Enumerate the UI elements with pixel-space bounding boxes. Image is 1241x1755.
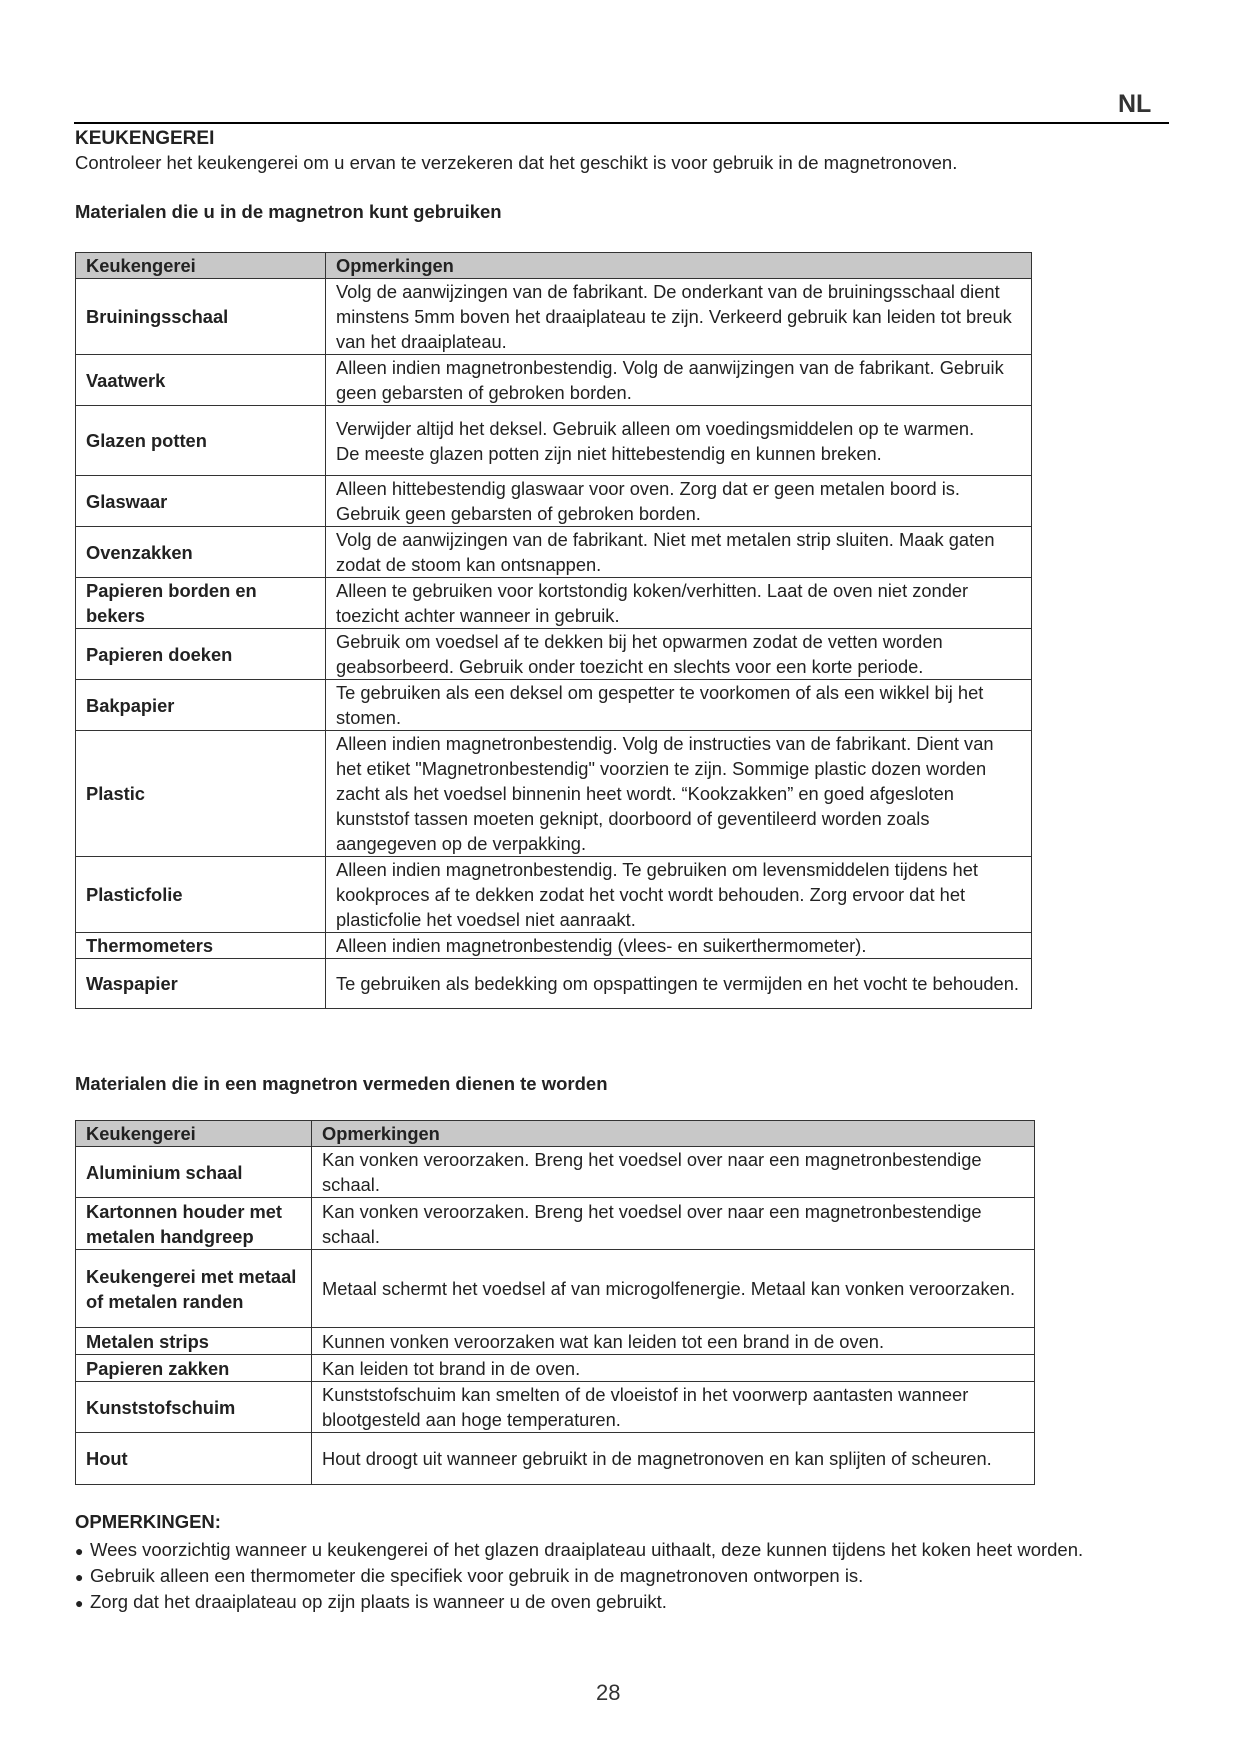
table-row (76, 629, 1032, 680)
table-row (76, 578, 1032, 629)
bullet-icon: ● (75, 1569, 84, 1585)
language-label: NL (1118, 90, 1152, 118)
table-row (76, 731, 1032, 857)
avoid-materials-title: Materialen die in een magnetron vermeden dienen te worden (75, 1073, 608, 1094)
utensil-name: Hout (76, 1433, 312, 1485)
utensil-name: Ovenzakken (76, 527, 326, 578)
utensil-name: Kunststofschuim (76, 1382, 312, 1433)
table-row (76, 680, 1032, 731)
utensil-remark: Hout droogt uit wanneer gebruikt in de magnetronoven en kan splijten of scheuren. (312, 1433, 1035, 1485)
utensil-name: Plastic (76, 731, 326, 857)
utensil-remark: Te gebruiken als een deksel om gespetter te voorkomen of als een wikkel bij het stomen. (326, 680, 1032, 731)
utensil-remark: Verwijder altijd het deksel. Gebruik alleen om voedingsmiddelen op te warmen. De meeste glazen potten zijn niet hittebestendig en kunnen breken. (326, 406, 1032, 476)
table-row (76, 527, 1032, 578)
table-row (76, 406, 1032, 476)
table-row (76, 279, 1032, 355)
note-text: Zorg dat het draaiplateau op zijn plaats is wanneer u de oven gebruikt. (90, 1591, 667, 1612)
utensil-name: Plasticfolie (76, 857, 326, 933)
note-text: Gebruik alleen een thermometer die specifiek voor gebruik in de magnetronoven ontworpen is. (90, 1565, 864, 1586)
table-row (76, 1328, 1035, 1355)
table-row (76, 1355, 1035, 1382)
utensil-name: Bakpapier (76, 680, 326, 731)
utensil-name: Papieren doeken (76, 629, 326, 680)
notes-list (75, 1537, 1083, 1615)
utensil-name: Bruiningsschaal (76, 279, 326, 355)
table-row (76, 1433, 1035, 1485)
utensil-name: Keukengerei met metaal of metalen randen (76, 1250, 312, 1328)
utensil-name: Vaatwerk (76, 355, 326, 406)
page-number: 28 (596, 1680, 621, 1705)
utensil-remark: Kan vonken veroorzaken. Breng het voedsel over naar een magnetronbestendige schaal. (312, 1198, 1035, 1250)
allowed-materials-table (75, 252, 1032, 1009)
table-row (76, 933, 1032, 959)
utensil-remark: Kan leiden tot brand in de oven. (312, 1355, 1035, 1382)
utensil-remark: Alleen indien magnetronbestendig. Te gebruiken om levensmiddelen tijdens het kookproces af te dekken zodat het vocht wordt behouden. Zorg ervoor dat het plasticfolie het voedsel niet aanraakt. (326, 857, 1032, 933)
avoid-materials-table (75, 1120, 1035, 1485)
bullet-icon: ● (75, 1595, 84, 1611)
section-title: KEUKENGEREI (75, 128, 215, 149)
column-header-utensil: Keukengerei (76, 253, 326, 279)
bullet-icon: ● (75, 1543, 84, 1559)
utensil-remark: Volg de aanwijzingen van de fabrikant. Niet met metalen strip sluiten. Maak gaten zodat de stoom kan ontsnappen. (326, 527, 1032, 578)
utensil-remark: Alleen indien magnetronbestendig (vlees- en suikerthermometer). (326, 933, 1032, 959)
list-item (75, 1563, 1083, 1589)
utensil-name: Kartonnen houder met metalen handgreep (76, 1198, 312, 1250)
utensil-name: Aluminium schaal (76, 1147, 312, 1198)
column-header-utensil: Keukengerei (76, 1121, 312, 1147)
utensil-name: Glazen potten (76, 406, 326, 476)
table-row (76, 857, 1032, 933)
utensil-remark: Alleen indien magnetronbestendig. Volg de instructies van de fabrikant. Dient van het etiket "Magnetronbestendig" voorzien te zijn. Sommige plastic dozen worden zacht als het voedsel binnenin heet wordt. “Kookzakken” en goed afgesloten kunststof tassen moeten geknipt, doorboord of geventileerd worden zoals aangegeven op de verpakking. (326, 731, 1032, 857)
utensil-remark: Metaal schermt het voedsel af van microgolfenergie. Metaal kan vonken veroorzaken. (312, 1250, 1035, 1328)
utensil-remark: Alleen hittebestendig glaswaar voor oven. Zorg dat er geen metalen boord is. Gebruik geen gebarsten of gebroken borden. (326, 476, 1032, 527)
table-header-row (76, 253, 1032, 279)
utensil-name: Metalen strips (76, 1328, 312, 1355)
table-row (76, 1147, 1035, 1198)
list-item (75, 1589, 1083, 1615)
header-rule (74, 122, 1169, 124)
utensil-remark: Alleen te gebruiken voor kortstondig koken/verhitten. Laat de oven niet zonder toezicht achter wanneer in gebruik. (326, 578, 1032, 629)
list-item (75, 1537, 1083, 1563)
note-text: Wees voorzichtig wanneer u keukengerei of het glazen draaiplateau uithaalt, deze kunnen tijdens het koken heet worden. (90, 1539, 1084, 1560)
table-row (76, 1250, 1035, 1328)
utensil-name: Papieren zakken (76, 1355, 312, 1382)
allowed-materials-title: Materialen die u in de magnetron kunt gebruiken (75, 201, 502, 222)
utensil-remark: Te gebruiken als bedekking om opspattingen te vermijden en het vocht te behouden. (326, 959, 1032, 1009)
utensil-name: Waspapier (76, 959, 326, 1009)
utensil-name: Glaswaar (76, 476, 326, 527)
utensil-remark: Kunststofschuim kan smelten of de vloeistof in het voorwerp aantasten wanneer blootgesteld aan hoge temperaturen. (312, 1382, 1035, 1433)
utensil-remark: Kan vonken veroorzaken. Breng het voedsel over naar een magnetronbestendige schaal. (312, 1147, 1035, 1198)
table-row (76, 1198, 1035, 1250)
table-row (76, 355, 1032, 406)
table-row (76, 476, 1032, 527)
utensil-remark: Kunnen vonken veroorzaken wat kan leiden tot een brand in de oven. (312, 1328, 1035, 1355)
utensil-name: Thermometers (76, 933, 326, 959)
table-row (76, 1382, 1035, 1433)
table-row (76, 959, 1032, 1009)
notes-title: OPMERKINGEN: (75, 1511, 221, 1532)
column-header-remarks: Opmerkingen (312, 1121, 1035, 1147)
column-header-remarks: Opmerkingen (326, 253, 1032, 279)
utensil-name: Papieren borden en bekers (76, 578, 326, 629)
utensil-remark: Volg de aanwijzingen van de fabrikant. De onderkant van de bruiningsschaal dient minstens 5mm boven het draaiplateau te zijn. Verkeerd gebruik kan leiden tot breuk van het draaiplateau. (326, 279, 1032, 355)
section-intro: Controleer het keukengerei om u ervan te verzekeren dat het geschikt is voor gebruik in de magnetronoven. (75, 152, 958, 173)
table-header-row (76, 1121, 1035, 1147)
utensil-remark: Alleen indien magnetronbestendig. Volg de aanwijzingen van de fabrikant. Gebruik geen gebarsten of gebroken borden. (326, 355, 1032, 406)
utensil-remark: Gebruik om voedsel af te dekken bij het opwarmen zodat de vetten worden geabsorbeerd. Gebruik onder toezicht en slechts voor een korte periode. (326, 629, 1032, 680)
